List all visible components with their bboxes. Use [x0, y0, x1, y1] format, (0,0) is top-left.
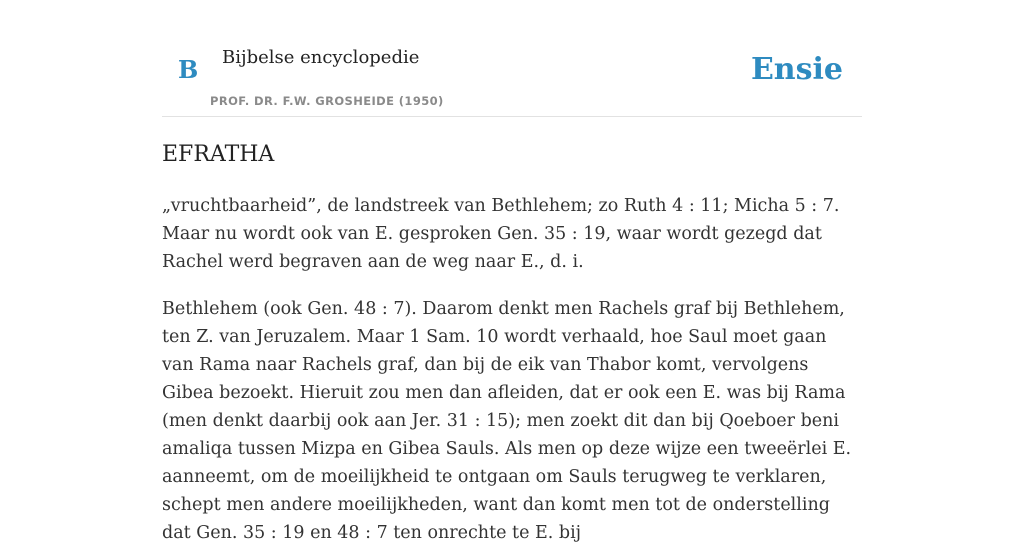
book-logo[interactable]: B	[178, 55, 199, 84]
entry-paragraph: Bethlehem (ook Gen. 48 : 7). Daarom denkt men Rachels graf bij Bethlehem, ten Z. van Jeruzalem. Maar 1 Sam. 10 wordt verhaald, hoe Saul moet gaan van Rama naar Rachels graf, dan bij de eik van Thabor komt, vervolgens Gibea bezoekt. Hieruit zou men dan afleiden, dat er ook een E. was bij Rama (men denkt daarbij ook aan Jer. 31 : 15); men zoekt dit dan bij Qoeboer beni amaliqa tussen Mizpa en Gibea Sauls. Als men op deze wijze een tweeërlei E. aanneemt, om de moeilijkheid te ontgaan om Sauls terugweg te verklaren, schept men andere moeilijkheden, want dan komt men tot de onderstelling dat Gen. 35 : 19 en 48 : 7 ten onrechte te E. bij	[162, 299, 852, 543]
entry-title: EFRATHA	[162, 142, 275, 167]
book-title-link[interactable]: Bijbelse encyclopedie	[222, 47, 420, 68]
entry-paragraph: „vruchtbaarheid”, de landstreek van Bethlehem; zo Ruth 4 : 11; Micha 5 : 7. Maar nu wordt ook van E. gesproken Gen. 35 : 19, waar wordt gezegd dat Rachel werd begraven aan de weg naar E., d. i.	[162, 196, 840, 272]
header	[162, 0, 862, 117]
ensie-logo-link[interactable]: Ensie	[750, 52, 843, 87]
book-author: PROF. DR. F.W. GROSHEIDE (1950)	[210, 94, 444, 108]
